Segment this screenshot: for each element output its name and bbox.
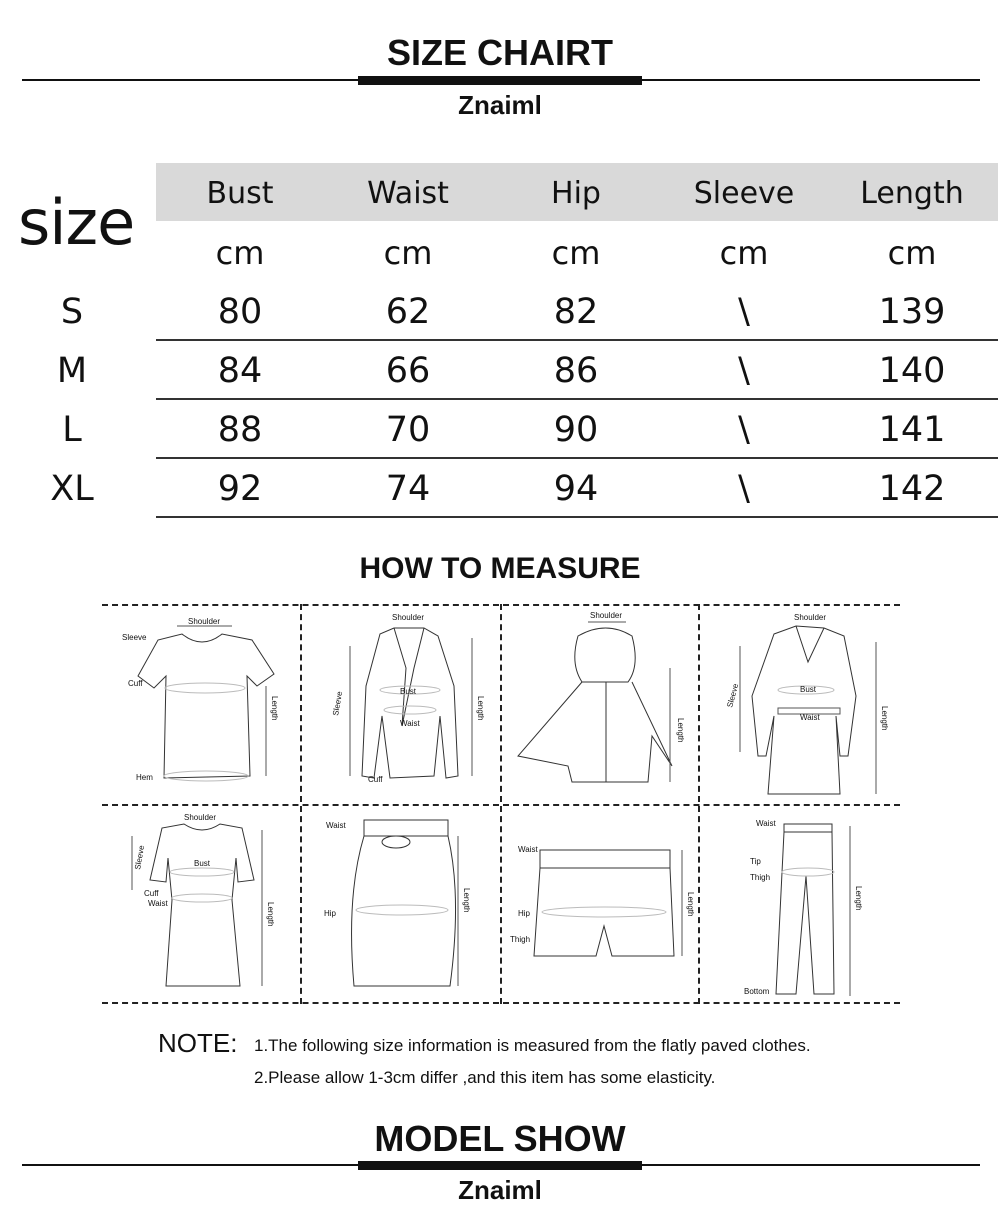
diagram-label: Waist (800, 713, 820, 722)
row-divider (156, 516, 998, 518)
row-divider (156, 339, 998, 341)
unit-sleeve: cm (719, 234, 769, 272)
size-label-xl: XL (50, 469, 94, 509)
unit-hip: cm (551, 234, 601, 272)
table-cell: 92 (217, 469, 263, 509)
diagram-label: Sleeve (133, 844, 147, 871)
column-header-length: Length (860, 176, 964, 211)
table-cell: 66 (385, 351, 431, 391)
diagram-label: Bust (194, 859, 211, 868)
blazer-diagram (302, 606, 500, 804)
diagram-label: Length (880, 706, 889, 731)
row-divider (156, 457, 998, 459)
diagram-label: Waist (756, 819, 776, 828)
diagram-label: Tip (750, 857, 761, 866)
diagram-label: Length (476, 696, 485, 721)
table-cell: \ (738, 292, 750, 332)
diagram-label: Cuff (144, 889, 159, 898)
table-cell: \ (738, 469, 750, 509)
table-cell: 90 (553, 410, 599, 450)
diagram-label: Length (270, 696, 279, 721)
diagram-label: Shoulder (188, 617, 221, 626)
table-cell: 142 (878, 469, 946, 509)
table-cell: 94 (553, 469, 599, 509)
table-cell: 70 (385, 410, 431, 450)
diagram-label: Length (462, 888, 471, 913)
table-cell: 140 (878, 351, 946, 391)
diagram-label: Cuff (128, 679, 143, 688)
diagram-label: Bottom (744, 987, 770, 996)
note-line-2: 2.Please allow 1-3cm differ ,and this item has some elasticity. (254, 1068, 716, 1087)
diagram-label: Hem (136, 773, 153, 782)
diagram-label: Thigh (510, 935, 531, 944)
diagram-label: Waist (518, 845, 538, 854)
size-label-l: L (62, 410, 82, 450)
diagram-label: Sleeve (122, 633, 147, 642)
column-header-sleeve: Sleeve (693, 176, 795, 211)
skirt-diagram (302, 806, 500, 1004)
diagram-label: Bust (400, 687, 417, 696)
table-cell: 62 (385, 292, 431, 332)
diagram-label: Bust (800, 685, 817, 694)
brand-name: Znaiml (458, 1175, 542, 1205)
size-label-s: S (60, 292, 84, 332)
table-cell: 74 (385, 469, 431, 509)
diagram-label: Length (854, 886, 863, 911)
coat-diagram (700, 606, 898, 804)
diagram-label: Waist (400, 719, 420, 728)
diagram-label: Length (266, 902, 275, 927)
table-cell: \ (738, 351, 750, 391)
model-show-title: MODEL SHOW (374, 1118, 626, 1159)
tshirt-diagram (102, 606, 300, 804)
diagram-label: Waist (326, 821, 346, 830)
title-bar (358, 1161, 642, 1170)
note-heading: NOTE: (158, 1028, 238, 1058)
unit-bust: cm (215, 234, 265, 272)
size-chart-title: SIZE CHAIRT (386, 32, 613, 73)
size-corner-label: size (18, 186, 135, 259)
diagram-label: Length (686, 892, 695, 917)
column-header-bust: Bust (206, 176, 274, 211)
diagram-label: Shoulder (184, 813, 217, 822)
column-header-hip: Hip (551, 176, 601, 211)
table-cell: 88 (217, 410, 263, 450)
cape-diagram (502, 606, 700, 804)
diagram-label: Hip (518, 909, 531, 918)
table-cell: 82 (553, 292, 599, 332)
diagram-label: Cuff (368, 775, 383, 784)
diagram-label: Sleeve (331, 690, 345, 717)
table-cell: 86 (553, 351, 599, 391)
measure-diagram-grid (102, 604, 900, 1004)
column-header-waist: Waist (367, 176, 449, 211)
diagram-label: Shoulder (794, 613, 827, 622)
pants-diagram (700, 806, 898, 1004)
diagram-label: Shoulder (392, 613, 425, 622)
dress-diagram (102, 806, 300, 1004)
size-label-m: M (56, 351, 88, 391)
unit-waist: cm (383, 234, 433, 272)
diagram-label: Thigh (750, 873, 771, 882)
diagram-label: Hip (324, 909, 337, 918)
row-divider (156, 398, 998, 400)
brand-name: Znaiml (458, 90, 542, 120)
diagram-label: Waist (148, 899, 168, 908)
how-to-measure-title: HOW TO MEASURE (359, 552, 641, 585)
table-cell: 139 (878, 292, 946, 332)
diagram-label: Length (676, 718, 685, 743)
title-bar (358, 76, 642, 85)
table-cell: 141 (878, 410, 946, 450)
diagram-label: Shoulder (590, 611, 623, 620)
table-cell: 84 (217, 351, 263, 391)
table-cell: 80 (217, 292, 263, 332)
shorts-diagram (502, 806, 700, 1004)
diagram-label: Sleeve (725, 682, 741, 709)
unit-length: cm (887, 234, 937, 272)
note-line-1: 1.The following size information is measured from the flatly paved clothes. (254, 1036, 811, 1055)
table-cell: \ (738, 410, 750, 450)
